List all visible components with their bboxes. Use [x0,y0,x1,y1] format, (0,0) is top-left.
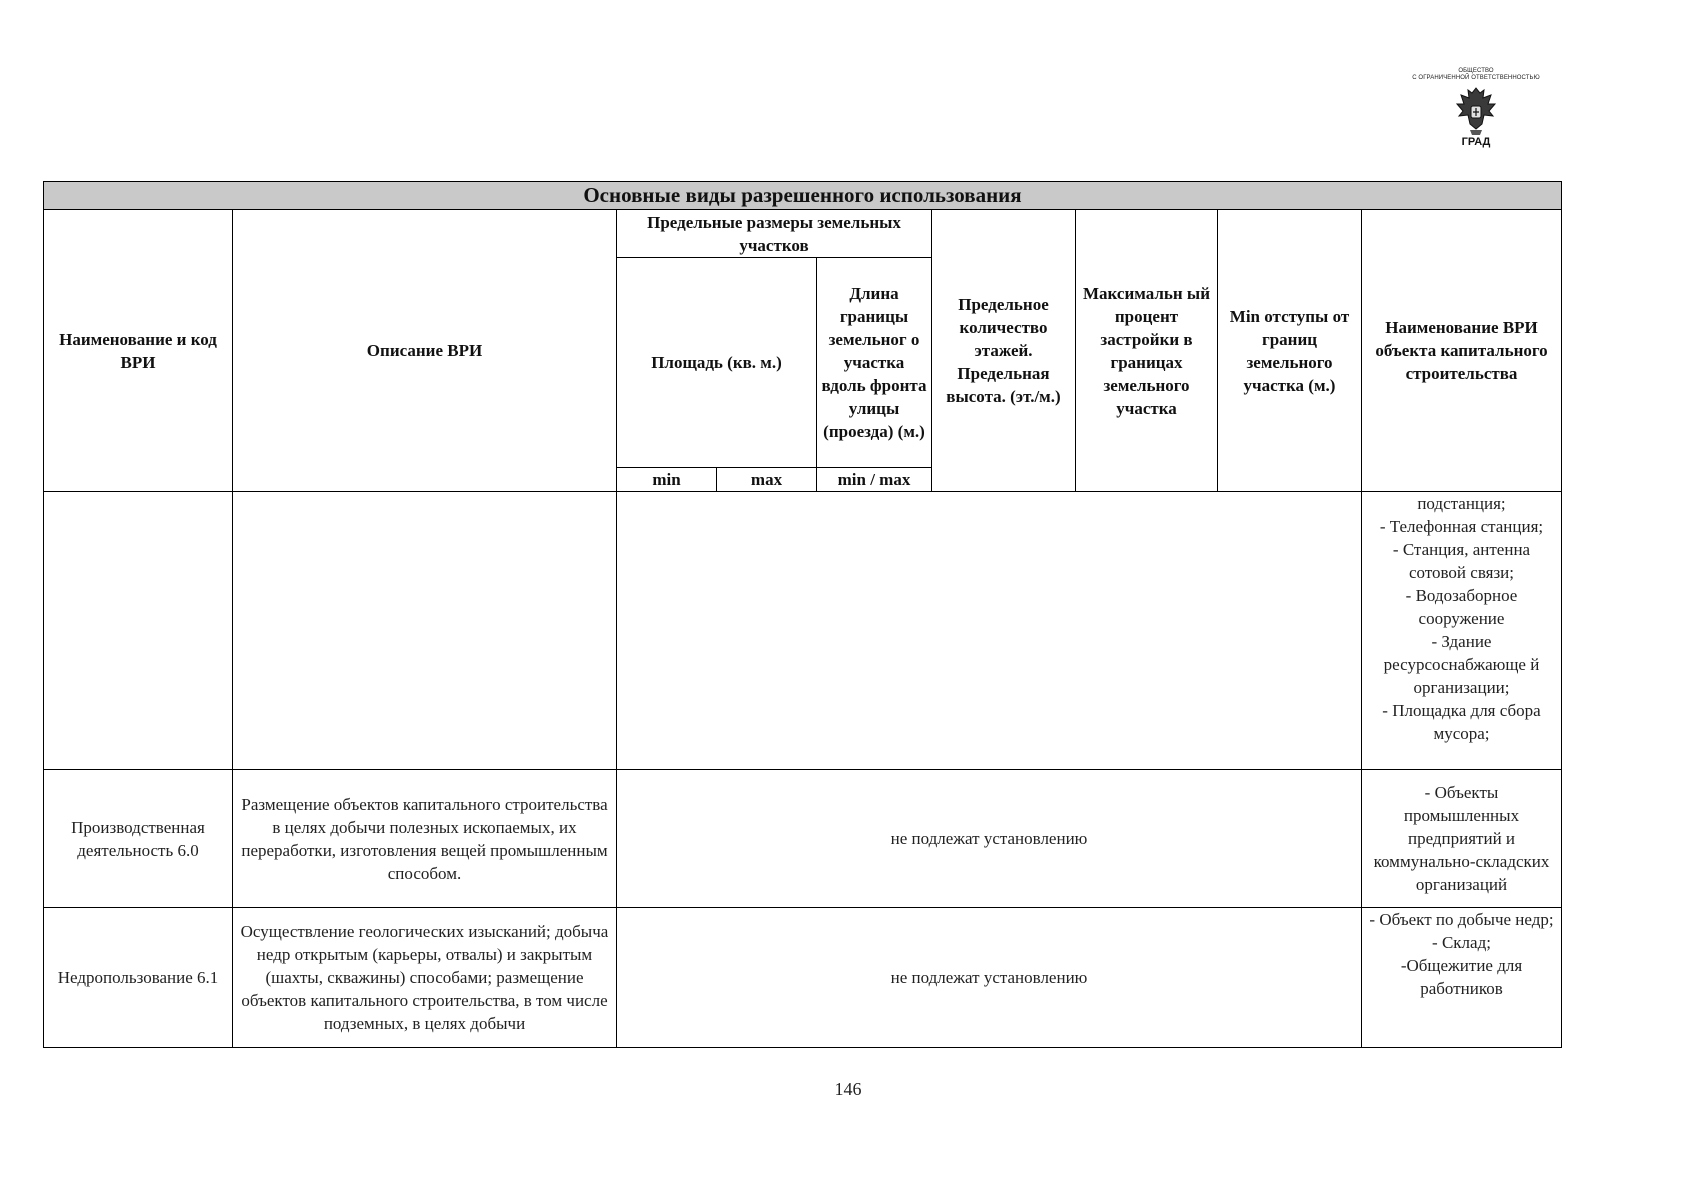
header-name-code: Наименование и код ВРИ [44,210,233,492]
header-area-min: min [617,468,717,492]
row-name: Производственная деятельность 6.0 [44,770,233,908]
company-logo [1392,68,1560,156]
row-name: Недропользование 6.1 [44,908,233,1048]
header-min-setbacks: Min отступы от границ земельного участка (м.) [1218,210,1362,492]
row-objects-text: подстанция; - Телефонная станция; - Станция, антенна сотовой связи; - Водозаборное сооружение - Здание ресурсоснабжающе й организации; - Площадка для сбора мусора; [1379,494,1544,743]
row-params [617,492,1362,770]
row-objects [1362,492,1562,770]
row-name [44,492,233,770]
permitted-use-table [43,181,1562,1048]
header-area-max: max [717,468,817,492]
row-description: Размещение объектов капитального строительства в целях добычи полезных ископаемых, их переработки, изготовления вещей промышленным способом. [233,770,617,908]
logo-name: ГРАД [1461,136,1491,148]
table-row [44,492,1562,770]
header-description: Описание ВРИ [233,210,617,492]
header-limit-sizes: Предельные размеры земельных участков [617,210,932,258]
table-row [44,908,1562,1048]
row-description: Осуществление геологических изысканий; добыча недр открытым (карьеры, отвалы) и закрытым (шахты, скважины) способами; размещение объектов капитального строительства, в том числе подземных, в целях добычи [233,908,617,1048]
row-objects-text: - Объекты промышленных предприятий и коммунально-складских организаций [1373,783,1550,894]
row-objects [1362,770,1562,908]
header-max-coverage: Максимальн ый процент застройки в границах земельного участка [1076,210,1218,492]
header-frontage: Длина границы земельног о участка вдоль фронта улицы (проезда) (м.) [817,258,932,468]
header-object-name: Наименование ВРИ объекта капитального строительства [1362,210,1562,492]
header-floors-height: Предельное количество этажей. Предельная высота. (эт./м.) [932,210,1076,492]
row-objects [1362,908,1562,1048]
logo-org-line1: ОБЩЕСТВО [1458,68,1494,74]
page-number: 146 [834,1079,862,1099]
row-params: не подлежат установлению [617,908,1362,1048]
row-params: не подлежат установлению [617,770,1362,908]
header-area: Площадь (кв. м.) [617,258,817,468]
header-frontage-minmax: min / max [817,468,932,492]
eagle-emblem-icon [1454,84,1498,136]
row-description [233,492,617,770]
table-title: Основные виды разрешенного использования [44,182,1562,210]
table-row [44,770,1562,908]
row-objects-text: - Объект по добыче недр; - Склад; -Общежитие для работников [1369,910,1554,998]
logo-org-line2: С ОГРАНИЧЕННОЙ ОТВЕТСТВЕННОСТЬЮ [1412,75,1540,81]
